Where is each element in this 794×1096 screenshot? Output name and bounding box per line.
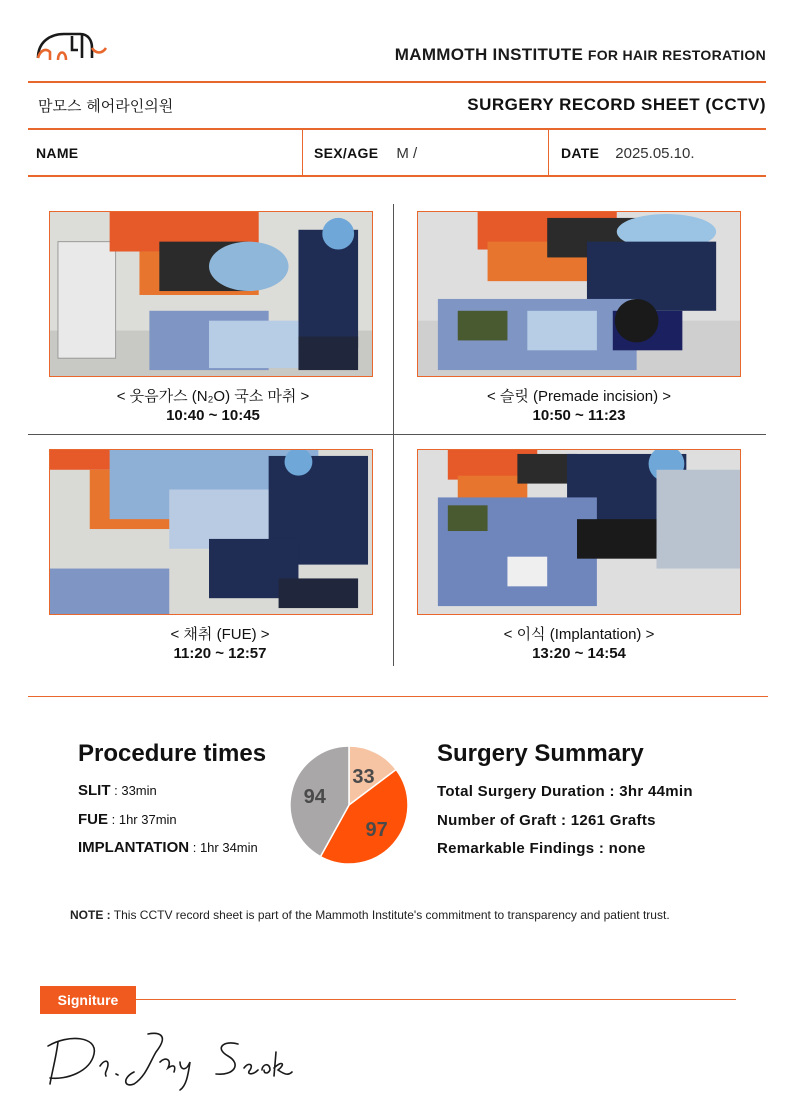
procedure-pie-chart bbox=[288, 744, 410, 866]
procedure-label: IMPLANTATION bbox=[78, 839, 190, 856]
brand-name-main: MAMMOTH INSTITUTE bbox=[394, 45, 584, 64]
photo-caption-4 bbox=[399, 625, 759, 663]
photo-time: 13:20 ~ 14:54 bbox=[532, 645, 626, 662]
cell-separator bbox=[302, 130, 303, 176]
cctv-photo-implantation bbox=[417, 449, 741, 615]
pie-label-fue: 97 bbox=[365, 818, 388, 841]
sexage-label: SEX/AGE bbox=[314, 145, 379, 161]
signature-badge: Signiture bbox=[40, 986, 136, 1014]
photo-time: 10:40 ~ 10:45 bbox=[166, 407, 260, 424]
procedure-time-row bbox=[78, 782, 157, 799]
date-cell bbox=[561, 130, 695, 176]
brand-name-sub: FOR HAIR RESTORATION bbox=[587, 47, 766, 63]
summary-row-grafts: Number of Graft : 1261 Grafts bbox=[437, 812, 656, 829]
surgery-summary-title: Surgery Summary bbox=[437, 740, 644, 767]
cell-separator bbox=[548, 130, 549, 176]
divider bbox=[28, 696, 768, 697]
procedure-value: 1hr 34min bbox=[199, 840, 258, 855]
photo-caption-text: < 슬릿 (Premade incision) > bbox=[486, 388, 672, 405]
clinic-korean-name: 맘모스 헤어라인의원 bbox=[38, 97, 174, 115]
sheet-title: SURGERY RECORD SHEET (CCTV) bbox=[467, 95, 766, 114]
note bbox=[70, 908, 670, 922]
photo-caption-text: < 웃음가스 (N₂O) 국소 마취 > bbox=[116, 388, 310, 405]
procedure-sep: : bbox=[108, 812, 119, 827]
photo-caption-text: < 채취 (FUE) > bbox=[170, 626, 270, 643]
photo-caption-2 bbox=[399, 387, 759, 425]
procedure-label: FUE bbox=[78, 811, 108, 828]
procedure-time-row bbox=[78, 839, 258, 856]
name-cell bbox=[36, 130, 96, 176]
cctv-photo-anesthesia bbox=[49, 211, 373, 377]
date-label: DATE bbox=[561, 145, 600, 161]
procedure-sep: : bbox=[110, 783, 122, 798]
summary-row-duration: Total Surgery Duration : 3hr 44min bbox=[437, 783, 693, 800]
procedure-value: 1hr 37min bbox=[118, 812, 177, 827]
note-label: NOTE : bbox=[70, 908, 111, 922]
photo-time: 10:50 ~ 11:23 bbox=[532, 407, 626, 424]
brand-name bbox=[300, 45, 766, 65]
cctv-photo-fue bbox=[49, 449, 373, 615]
procedure-times-title: Procedure times bbox=[78, 740, 267, 767]
summary-row-findings: Remarkable Findings : none bbox=[437, 840, 646, 857]
procedure-sep: : bbox=[189, 840, 200, 855]
grid-horizontal-divider bbox=[28, 434, 766, 435]
photo-caption-3 bbox=[40, 625, 400, 663]
procedure-value: 33min bbox=[121, 783, 157, 798]
handwritten-signature bbox=[38, 1026, 298, 1092]
photo-caption-text: < 이식 (Implantation) > bbox=[503, 626, 655, 643]
procedure-time-row bbox=[78, 811, 177, 828]
cctv-photo-slit bbox=[417, 211, 741, 377]
sexage-value: M / bbox=[396, 144, 418, 162]
note-text: This CCTV record sheet is part of the Mammoth Institute's commitment to transparency and patient trust. bbox=[113, 908, 670, 922]
pie-label-slit: 33 bbox=[352, 765, 375, 788]
divider bbox=[28, 175, 766, 177]
name-label: NAME bbox=[36, 145, 79, 161]
photo-time: 11:20 ~ 12:57 bbox=[173, 645, 267, 662]
pie-label-implantation: 94 bbox=[303, 786, 326, 809]
mammoth-logo-icon bbox=[36, 28, 108, 64]
photo-caption-1 bbox=[33, 387, 393, 425]
date-value: 2025.05.10. bbox=[615, 144, 695, 162]
patient-info-row bbox=[28, 130, 766, 176]
grid-vertical-divider bbox=[393, 204, 394, 666]
signature-line bbox=[136, 999, 736, 1000]
procedure-label: SLIT bbox=[78, 782, 111, 799]
divider bbox=[28, 81, 766, 83]
sexage-cell bbox=[314, 130, 417, 176]
